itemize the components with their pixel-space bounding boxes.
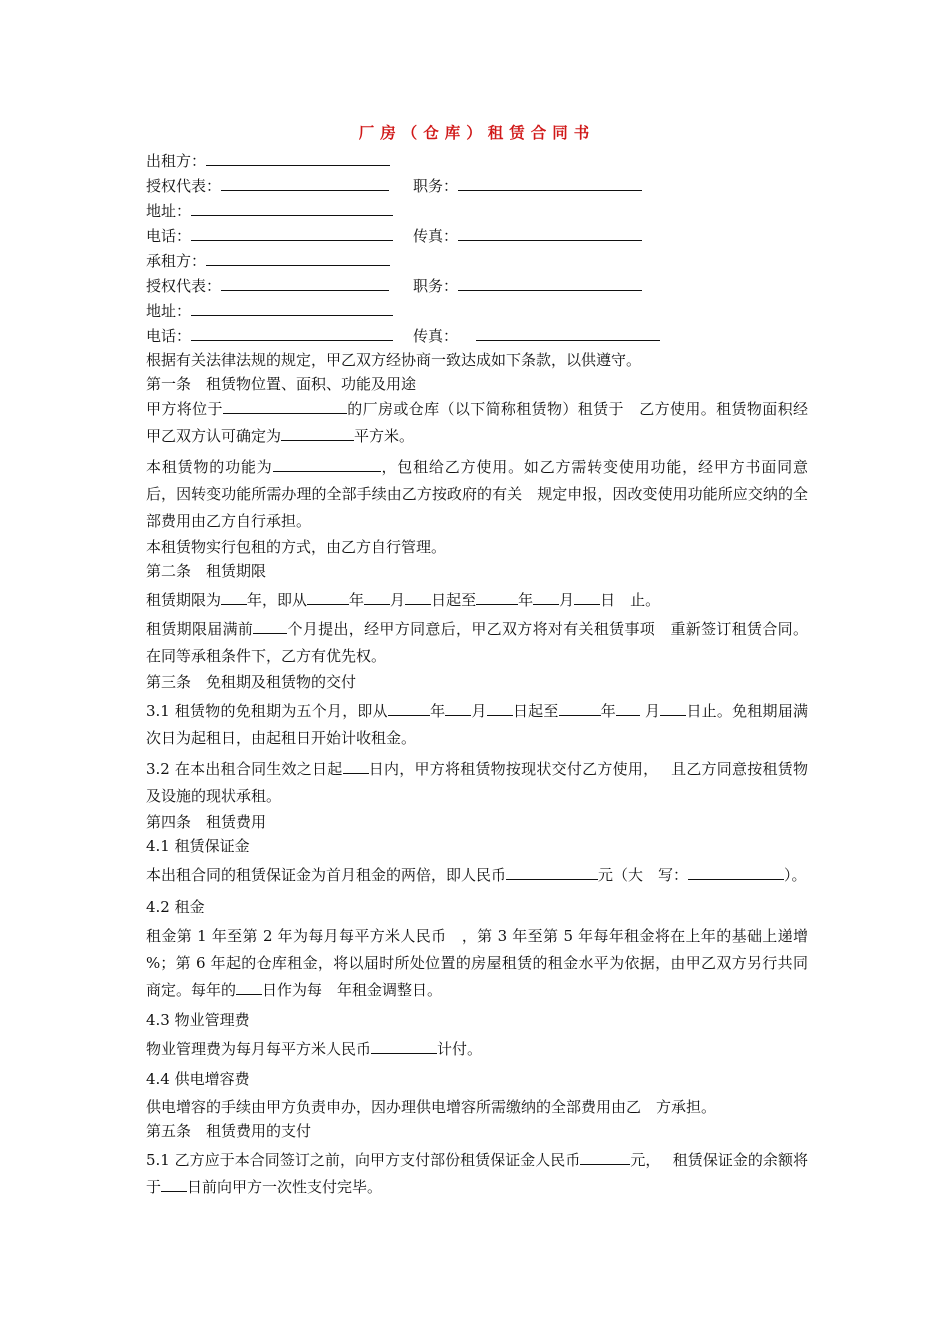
lessor-field: 出租方：: [146, 148, 808, 173]
article-3-heading: 第三条 免租期及租赁物的交付: [146, 673, 357, 691]
section-4-2-heading: 4.2 租金: [146, 898, 205, 916]
blank-line: [273, 454, 381, 472]
contract-page: [146, 118, 824, 1201]
article-2-paragraph-2: 租赁期限届满前 个月提出，经甲方同意后，甲乙双方将对有关租赁事项 重新签订租赁合同。在同等承租条件下，乙方有优先权。: [146, 616, 808, 670]
blank-line: [206, 148, 390, 166]
blank-line: [191, 198, 393, 216]
article-2-heading: 第二条 租赁期限: [146, 562, 267, 580]
article-2-paragraph-1: 租赁期限为 年，即从 年 月 日起至 年 月 日 止。: [146, 587, 808, 612]
lessor-representative-field: 授权代表： 职务：: [146, 173, 808, 198]
lessee-representative-field: 授权代表： 职务：: [146, 273, 808, 298]
blank-line: [476, 323, 660, 341]
article-3-paragraph-2: 3.2 在本出租合同生效之日起 日内，甲方将租赁物按现状交付乙方使用， 且乙方同意按租赁物及设施的现状承租。: [146, 756, 808, 810]
article-1-paragraph-1: 甲方将位于 的厂房或仓库（以下简称租赁物）租赁于 乙方使用。租赁物面积经甲乙双方认可确定为 平方米。: [146, 396, 808, 450]
document-title: 厂房（仓库）租赁合同书: [358, 123, 596, 142]
article-5-heading: 第五条 租赁费用的支付: [146, 1122, 312, 1140]
section-4-2-paragraph: 租金第 1 年至第 2 年为每月每平方米人民币 ，第 3 年至第 5 年每年租金将在上年的基础上递增 %；第 6 年起的仓库租金，将以届时所处位置的房屋租赁的租金水平为依据，由甲乙双方另行共同商定。每年的 日作为每 年租金调整日。: [146, 927, 824, 999]
blank-line: [458, 223, 642, 241]
article-3-paragraph-1: 3.1 租赁物的免租期为五个月，即从 年 月 日起至 年 月 日止。免租期届满次日为起租日，由起租日开始计收租金。: [146, 698, 808, 752]
section-4-1-paragraph: 本出租合同的租赁保证金为首月租金的两倍，即人民币 元（大 写： ）。: [146, 862, 808, 889]
blank-line: [221, 173, 389, 191]
section-4-1-heading: 4.1 租赁保证金: [146, 837, 250, 855]
section-5-1-paragraph: 5.1 乙方应于本合同签订之前，向甲方支付部份租赁保证金人民币 元， 租赁保证金的余额将于 日前向甲方一次性支付完毕。: [146, 1147, 808, 1201]
lessor-address-field: 地址：: [146, 198, 808, 223]
blank-line: [458, 173, 642, 191]
section-4-4-paragraph: 供电增容的手续由甲方负责申办，因办理供电增容所需缴纳的全部费用由乙 方承担。: [146, 1098, 717, 1116]
blank-line: [206, 248, 390, 266]
blank-line: [281, 423, 354, 441]
article-1-paragraph-3: 本租赁物实行包租的方式，由乙方自行管理。: [146, 538, 447, 556]
article-1-heading: 第一条 租赁物位置、面积、功能及用途: [146, 375, 417, 393]
lessee-address-field: 地址：: [146, 298, 808, 323]
blank-line: [223, 396, 347, 414]
blank-line: [191, 323, 393, 341]
section-4-4-heading: 4.4 供电增容费: [146, 1070, 250, 1088]
section-4-3-paragraph: 物业管理费为每月每平方米人民币 计付。: [146, 1036, 808, 1063]
blank-line: [221, 273, 389, 291]
blank-line: [458, 273, 642, 291]
blank-line: [191, 223, 393, 241]
lessor-phone-field: 电话： 传真：: [146, 223, 808, 248]
article-1-paragraph-2: 本租赁物的功能为 ，包租给乙方使用。如乙方需转变使用功能，经甲方书面同意后，因转变功能所需办理的全部手续由乙方按政府的有关 规定申报，因改变使用功能所应交纳的全部费用由乙方自行承担。: [146, 454, 808, 535]
lessee-phone-field: 电话： 传真：: [146, 323, 808, 348]
article-4-heading: 第四条 租赁费用: [146, 813, 267, 831]
blank-line: [191, 298, 393, 316]
lessee-field: 承租方：: [146, 248, 808, 273]
intro-paragraph: 根据有关法律法规的规定，甲乙双方经协商一致达成如下条款，以供遵守。: [146, 351, 642, 369]
section-4-3-heading: 4.3 物业管理费: [146, 1011, 250, 1029]
